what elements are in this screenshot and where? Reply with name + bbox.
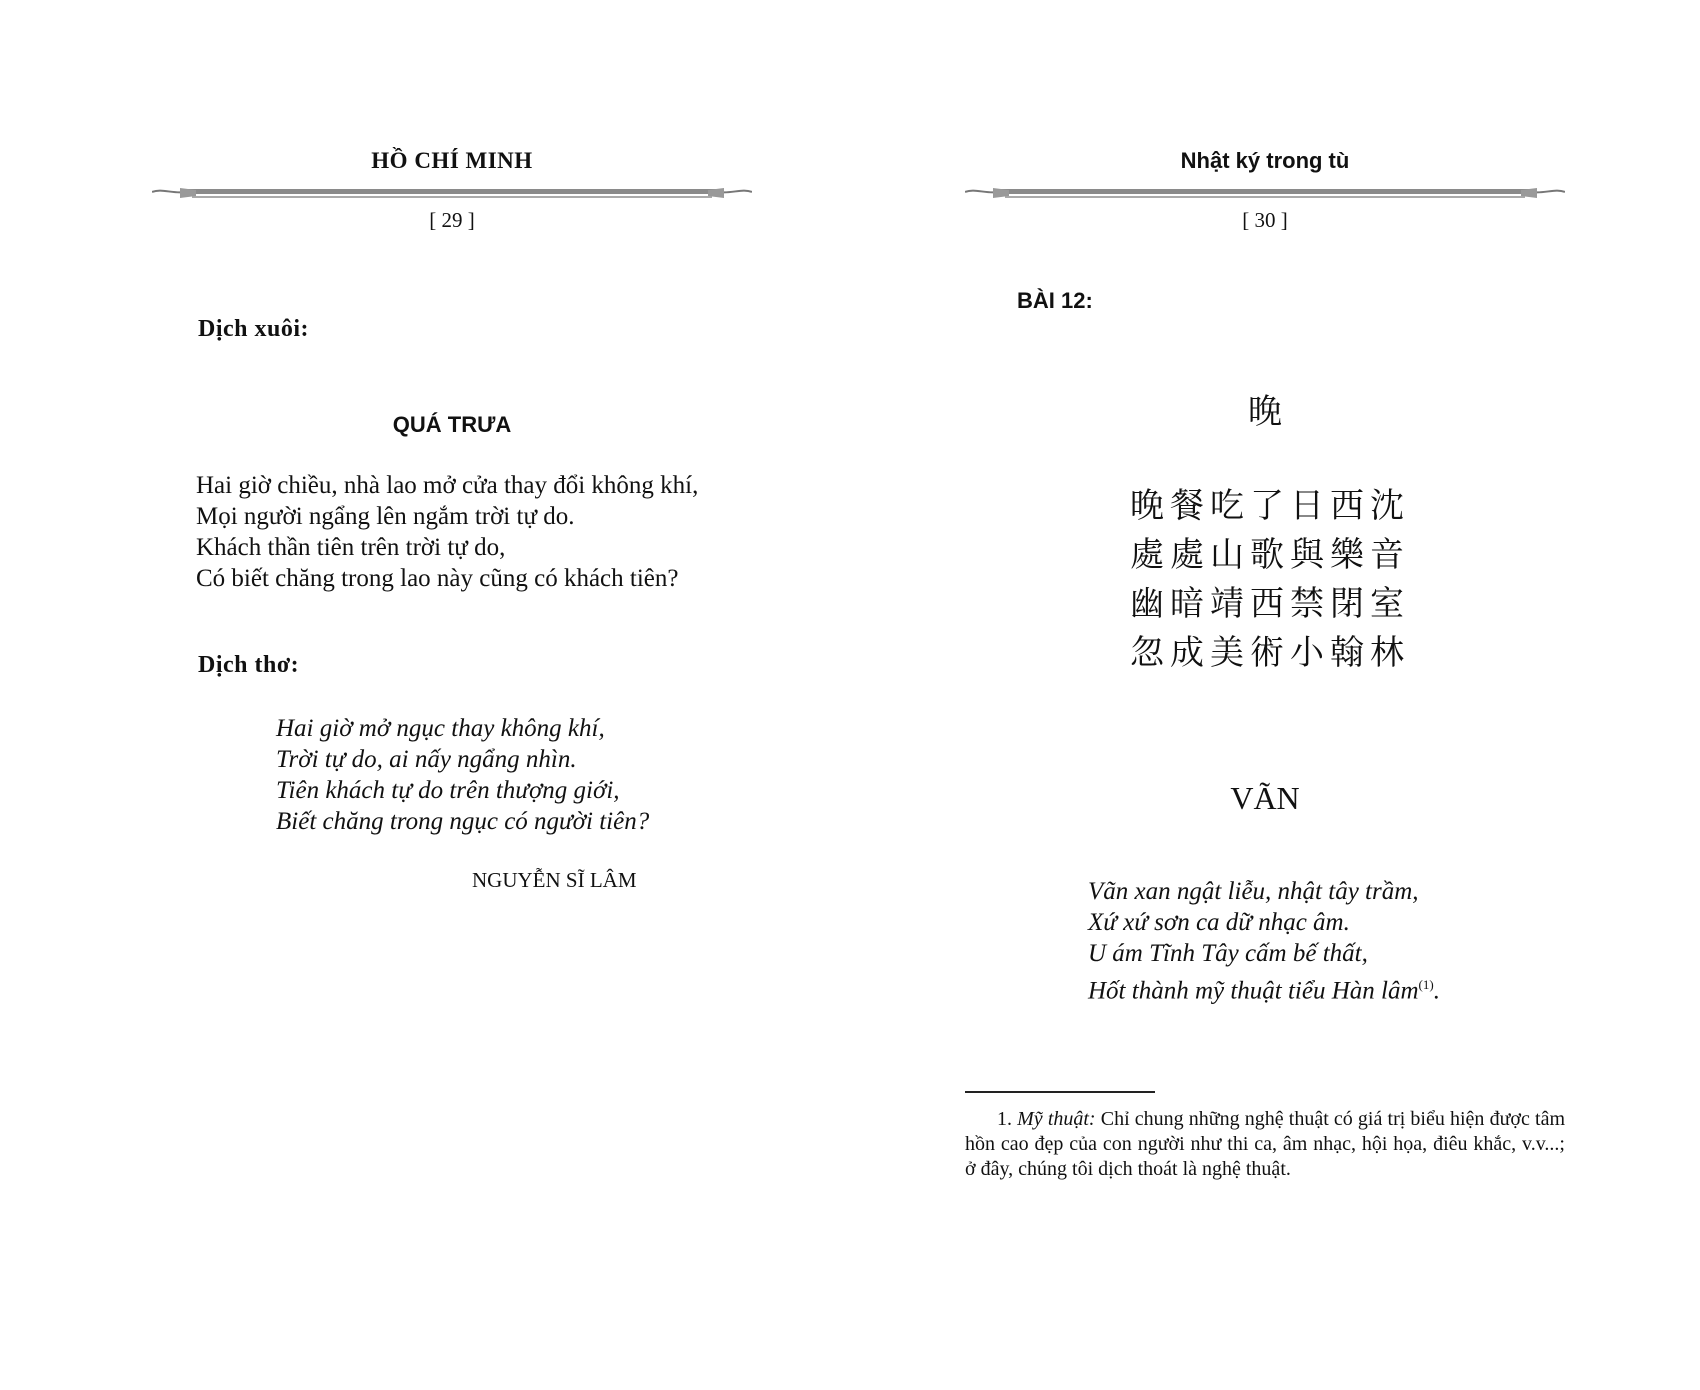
transliteration-line: U ám Tĩnh Tây cấm bế thất,: [1088, 940, 1368, 967]
han-line: 忽成美術小翰林: [1130, 633, 1410, 673]
right-page: [850, 0, 1700, 1390]
poem-title: QUÁ TRƯA: [392, 412, 512, 437]
page-number: [ 29 ]: [429, 208, 475, 232]
transliteration-title: VÃN: [1230, 780, 1300, 816]
verse-translation-label: Dịch thơ:: [198, 652, 300, 678]
prose-translation-label: Dịch xuôi:: [198, 316, 310, 342]
running-header-title: Nhật ký trong tù: [1180, 148, 1350, 173]
transliteration-line-last: [1088, 969, 1440, 1006]
header-ornament-rule: [152, 180, 752, 204]
han-poem-title: 晚: [1248, 392, 1282, 432]
footnote-separator: [965, 1091, 1155, 1093]
han-poem: [1130, 482, 1410, 678]
transliteration: [1088, 876, 1440, 1006]
footnote-number: 1.: [997, 1108, 1012, 1130]
lesson-label: BÀI 12:: [1017, 288, 1093, 313]
header-ornament-rule: [965, 180, 1565, 204]
line-end-punctuation: .: [1433, 977, 1440, 1005]
prose-line: Khách thần tiên trên trời tự do,: [196, 534, 506, 561]
transliteration-line: Vãn xan ngật liễu, nhật tây trầm,: [1088, 878, 1419, 905]
prose-translation: [196, 470, 698, 594]
footnote: [965, 1107, 1565, 1182]
footnote-reference[interactable]: (1): [1418, 977, 1434, 992]
transliteration-line-text: Hốt thành mỹ thuật tiểu Hàn lâm: [1088, 977, 1419, 1005]
verse-line: Hai giờ mở ngục thay không khí,: [276, 715, 605, 742]
running-header-author: HỒ CHÍ MINH: [371, 148, 533, 173]
page-number: [ 30 ]: [1242, 208, 1288, 232]
verse-line: Trời tự do, ai nấy ngẩng nhìn.: [276, 746, 577, 773]
verse-line: Tiên khách tự do trên thượng giới,: [276, 777, 620, 804]
prose-line: Có biết chăng trong lao này cũng có khách tiên?: [196, 565, 679, 592]
footnote-text: Chỉ chung những nghệ thuật có giá trị biểu hiện được tâm hồn cao đẹp của con người như thi ca, âm nhạc, hội họa, điêu khắc, v.v...; ở đây, chúng tôi dịch thoát là nghệ thuật.: [965, 1108, 1565, 1180]
verse-translation: [276, 713, 649, 837]
han-line: 處處山歌與樂音: [1130, 535, 1410, 575]
han-line: 幽暗靖西禁閉室: [1130, 584, 1410, 624]
prose-line: Mọi người ngẩng lên ngắm trời tự do.: [196, 503, 575, 530]
verse-line: Biết chăng trong ngục có người tiên?: [276, 808, 650, 835]
han-line: 晚餐吃了日西沈: [1130, 486, 1410, 526]
translator-name: NGUYỄN SĨ LÂM: [472, 868, 637, 892]
prose-line: Hai giờ chiều, nhà lao mở cửa thay đổi không khí,: [196, 472, 699, 499]
footnote-term: Mỹ thuật:: [1017, 1108, 1096, 1130]
transliteration-line: Xứ xứ sơn ca dữ nhạc âm.: [1088, 909, 1350, 936]
